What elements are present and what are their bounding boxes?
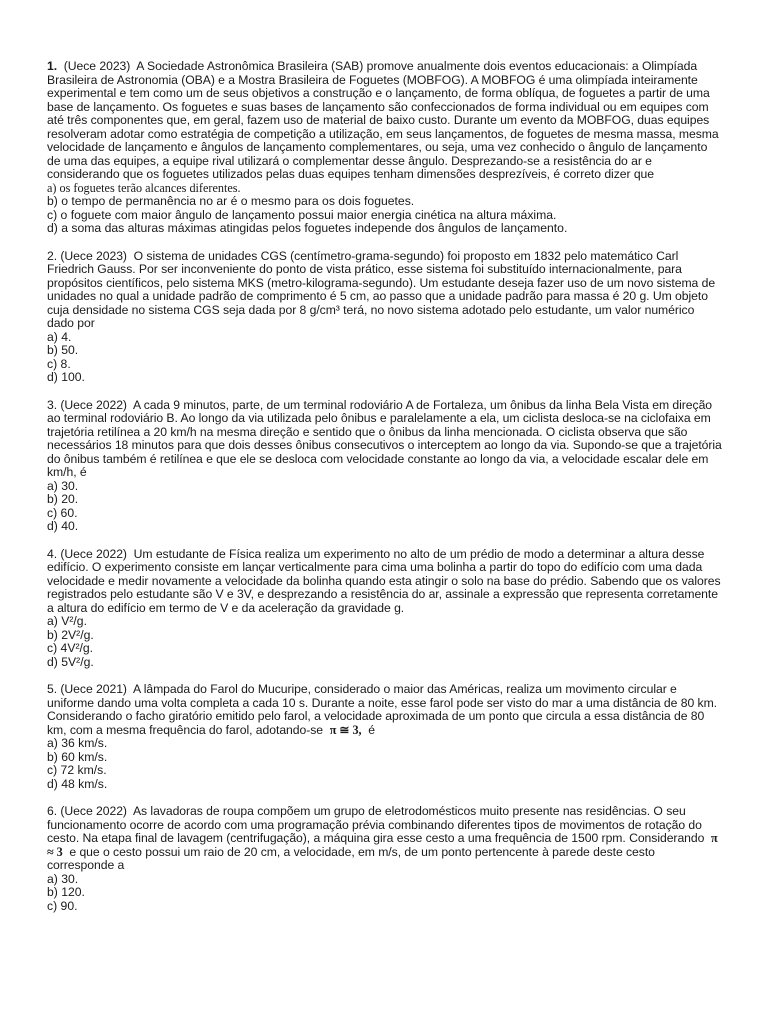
options-list	[47, 737, 723, 791]
question-text: A lâmpada do Farol do Mucuripe, considerado o maior das Américas, realiza um movimento circular e uniforme dando uma volta completa a cada 10 s. Durante a noite, esse farol pode ser visto do mar a uma distância de 80 km. Considerando o facho giratório emitido pelo farol, a velocidade aproximada de um ponto que circula a essa distância de 80 km, com a mesma frequência do farol, adotando-se	[47, 682, 718, 737]
option-b: b) 60 km/s.	[47, 749, 108, 764]
question-number: 5.	[47, 682, 58, 696]
question-source: (Uece 2021)	[60, 682, 127, 696]
question-2	[47, 250, 723, 385]
question-text: As lavadoras de roupa compõem um grupo de eletrodomésticos muito presente nas residências. O seu funcionamento ocorre de acordo com uma programação prévia combinando diferentes tipos de movimentos de rotação do cesto. Na etapa final de lavagem (centrifugação), a máquina gira esse cesto a uma frequência de 1500 rpm. Considerando	[47, 804, 705, 845]
option-a: a) 30.	[47, 871, 79, 886]
question-number: 2.	[47, 248, 58, 263]
option-a: a) 36 km/s.	[47, 736, 108, 750]
question-text-tail: é	[368, 722, 375, 737]
option-b: b) o tempo de permanência no ar é o mesmo para os dois foguetes.	[47, 194, 415, 208]
question-6	[47, 805, 723, 913]
question-text: Um estudante de Física realiza um experimento no alto de um prédio de modo a determinar a altura desse edifício. O experimento consiste em lançar verticalmente para cima uma bolinha a partir do topo do edifício com uma dada velocidade e medir novamente a velocidade da bolinha quando esta atingir o solo na base do prédio. Sabendo que os valores registrados pelo estudante são V e 3V, e desprezando a resistência do ar, assinale a expressão que representa corretamente a altura do edifício em termo de V e da aceleração da gravidade g.	[47, 546, 721, 615]
option-d: d) 5V²/g.	[47, 654, 94, 669]
question-number: 1.	[47, 59, 58, 73]
options-list	[47, 480, 723, 534]
question-1	[47, 60, 723, 236]
question-stem	[47, 399, 723, 480]
question-source: (Uece 2022)	[60, 804, 127, 818]
question-source: (Uece 2022)	[60, 397, 127, 412]
question-3	[47, 399, 723, 534]
question-stem	[47, 683, 723, 737]
option-a: a) os foguetes terão alcances diferentes.	[47, 180, 241, 195]
question-number: 3.	[47, 397, 58, 412]
question-text-tail: e que o cesto possui um raio de 20 cm, a velocidade, em m/s, de um ponto pertencente à parede deste cesto corresponde a	[47, 844, 655, 872]
option-c: c) 4V²/g.	[47, 641, 94, 655]
question-number: 4.	[47, 546, 58, 561]
option-c: c) 8.	[47, 356, 71, 371]
question-4	[47, 548, 723, 670]
option-c: c) o foguete com maior ângulo de lançamento possui maior energia cinética na altura máxima.	[47, 207, 557, 222]
options-list	[47, 615, 723, 669]
option-b: b) 20.	[47, 492, 79, 506]
option-b: b) 120.	[47, 885, 85, 899]
question-stem	[47, 805, 723, 873]
question-source: (Uece 2023)	[63, 59, 131, 73]
question-source: (Uece 2022)	[60, 546, 127, 561]
option-a: a) 4.	[47, 329, 72, 344]
option-c: c) 90.	[47, 898, 78, 913]
question-text: O sistema de unidades CGS (centímetro-grama-segundo) foi proposto em 1832 pelo matemático Carl Friedrich Gauss. Por ser inconveniente do ponto de vista prático, esse sistema foi substituído internacionalmente, para propósitos científicos, pelo sistema MKS (metro-kilograma-segundo). Um estudante deseja fazer uso de um novo sistema de unidades no qual a unidade padrão de comprimento é 5 cm, ao passo que a unidade padrão para massa é 20 g. Um objeto cuja densidade no sistema CGS seja dada por 8 g/cm³ terá, no novo sistema adotado pelo estudante, um valor numérico dado por	[47, 248, 716, 330]
option-b: b) 50.	[47, 343, 79, 357]
question-text: A Sociedade Astronômica Brasileira (SAB) promove anualmente dois eventos educacionais: a Olimpíada Brasileira de Astronomia (OBA) e a Mostra Brasileira de Foguetes (MOBFOG). A MOBFOG é uma olimpíada inteiramente experimental e tem como um de seus objetivos a construção e o lançamento, de forma oblíqua, de foguetes a partir de uma base de lançamento. Os foguetes e suas bases de lançamento são confeccionados de forma individual ou em equipes com até três componentes que, em geral, fazem uso de material de baixo custo. Durante um evento da MOBFOG, duas equipes resolveram adotar como estratégia de competição a utilização, em seus lançamentos, de foguetes de mesma massa, mesma velocidade de lançamento e ângulos de lançamento complementares, ou seja, uma vez conhecido o ângulo de lançamento de uma das equipes, a equipe rival utilizará o complementar desse ângulo. Desprezando-se a resistência do ar e considerando que os foguetes utilizados pelas duas equipes tenham dimensões desprezíveis, é correto dizer que	[47, 59, 719, 181]
question-stem	[47, 548, 723, 616]
document-page	[47, 60, 723, 913]
question-source: (Uece 2023)	[60, 248, 127, 263]
option-a: a) 30.	[47, 478, 79, 493]
question-stem	[47, 60, 723, 182]
options-list	[47, 331, 723, 385]
question-stem	[47, 250, 723, 331]
pi-approximation: π ≈ 3	[47, 831, 718, 859]
option-d: d) 100.	[47, 370, 85, 384]
pi-approximation: π ≅ 3,	[329, 722, 362, 737]
option-a: a) V²/g.	[47, 614, 87, 628]
option-d: d) 48 km/s.	[47, 776, 108, 791]
option-c: c) 72 km/s.	[47, 763, 107, 777]
question-5	[47, 683, 723, 791]
option-c: c) 60.	[47, 505, 78, 520]
option-d: d) 40.	[47, 519, 79, 533]
option-d: d) a soma das alturas máximas atingidas pelos foguetes independe dos ângulos de lançamento.	[47, 221, 568, 235]
question-text: A cada 9 minutos, parte, de um terminal rodoviário A de Fortaleza, um ônibus da linha Bela Vista em direção ao terminal rodoviário B. Ao longo da via utilizada pelo ônibus e paralelamente a ela, um ciclista desloca-se na ciclofaixa em trajetória retilínea a 20 km/h na mesma direção e sentido que o ônibus da linha mencionada. O ciclista observa que são necessários 18 minutos para que dois desses ônibus consecutivos o interceptem ao longo da via. Supondo-se que a trajetória do ônibus também é retilínea e que ele se desloca com velocidade constante ao longo da via, a velocidade escalar dele em km/h, é	[47, 397, 722, 479]
options-list	[47, 182, 723, 236]
question-number: 6.	[47, 804, 58, 818]
options-list	[47, 873, 723, 914]
option-b: b) 2V²/g.	[47, 627, 94, 642]
